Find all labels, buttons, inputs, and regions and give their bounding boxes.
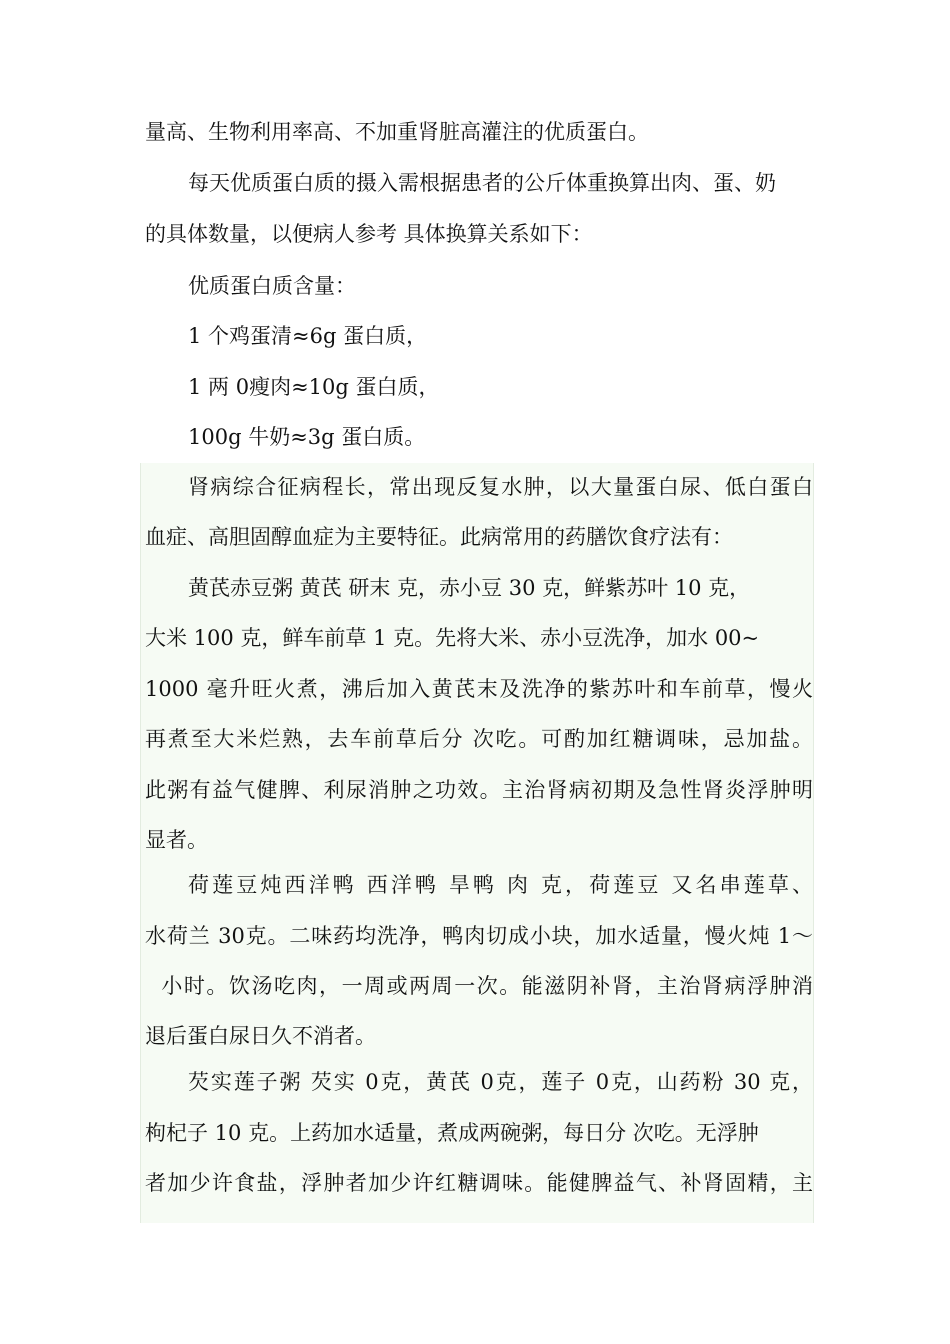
link-edema[interactable]: 水肿	[501, 475, 546, 502]
link-euryale-lotus[interactable]: 芡实莲子	[188, 1070, 279, 1097]
link-yam[interactable]: 山药	[657, 1070, 703, 1097]
recipe-1-line-3: 1000 毫升旺火煮，沸后加入黄芪末及洗净的紫苏叶和车前草，慢火	[145, 677, 813, 701]
recipe-3-line-2: 枸杞子 10 克。上药加水适量，煮成两碗粥，每日分 次吃。无浮肿	[145, 1118, 813, 1148]
link-plantain[interactable]: 车前草	[303, 626, 366, 653]
protein-milk-line: 100g 牛奶≈3g 蛋白质。	[188, 425, 426, 449]
section-intro-line-1: 肾病综合征病程长，常出现反复水肿，以大量蛋白尿、低白蛋白	[188, 472, 813, 502]
link-nephrotic-syndrome[interactable]: 肾病综合征	[188, 475, 300, 502]
link-nourish-yin[interactable]: 滋阴	[544, 974, 589, 1001]
recipe-1-line-1: 黄芪赤豆粥 黄芪 研末 克，赤小豆 30 克，鲜紫苏叶 10 克，	[188, 573, 813, 603]
link-consolidate-essence[interactable]: 固精	[725, 1171, 770, 1198]
recipe-1-line-5: 此粥有益气健脾、利尿消肿之功效。主治肾病初期及急性肾炎浮肿明	[145, 775, 813, 805]
intro-line-2: 每天优质蛋白质的摄入需根据患者的公斤体重换算出肉、蛋、奶	[188, 171, 776, 195]
link-perilla-leaf[interactable]: 紫苏叶	[605, 576, 668, 603]
link-swelling[interactable]: 浮肿	[747, 778, 792, 805]
recipe-2-line-1: 荷莲豆炖西洋鸭 西洋鸭 旱鸭 肉 克，荷莲豆 又名串莲草、	[188, 873, 813, 897]
recipe-1-line-6: 显者。	[145, 828, 208, 852]
section-intro-line-2: 血症、高胆固醇血症为主要特征。此病常用的药膳饮食疗法有：	[145, 522, 813, 552]
recipe-2-line-4: 退后蛋白尿日久不消者。	[145, 1024, 376, 1048]
recipe-2-line-2: 水荷兰 30克。二味药均洗净，鸭肉切成小块，加水适量，慢火炖 1～	[145, 924, 813, 948]
link-adzuki-bean[interactable]: 赤小豆	[439, 576, 502, 603]
intro-line-3: 的具体数量，以便病人参考 具体换算关系如下：	[145, 222, 593, 246]
link-goji[interactable]: 枸杞子	[145, 1121, 208, 1148]
protein-meat-line: 1 两 0瘦肉≈10g 蛋白质，	[188, 375, 440, 399]
recipe-3-line-1: 芡实莲子粥 芡实 0克，黄芪 0克，莲子 0克，山药粉 30 克，	[188, 1067, 813, 1097]
link-cholesterol[interactable]: 胆固醇	[229, 525, 292, 552]
protein-egg-line: 1 个鸡蛋清≈6g 蛋白质，	[188, 324, 428, 348]
intro-line-1: 量高、生物利用率高、不加重肾脏高灌注的优质蛋白。	[145, 120, 649, 144]
link-astragalus[interactable]: 黄芪	[188, 576, 230, 603]
protein-heading: 优质蛋白质含量：	[188, 274, 356, 298]
link-kidney-disease[interactable]: 肾病	[547, 778, 592, 805]
recipe-2-line-3: 小时。饮汤吃肉，一周或两周一次。能滋阴补肾，主治肾病浮肿消	[145, 971, 813, 1001]
link-albumin[interactable]: 白蛋白	[747, 475, 813, 502]
link-one-week[interactable]: 一周	[342, 974, 387, 1001]
recipe-1-line-4: 再煮至大米烂熟，去车前草后分 次吃。可酌加红糖调味，忌加盐。	[145, 727, 813, 751]
recipe-3-line-3: 者加少许食盐，浮肿者加少许红糖调味。能健脾益气、补肾固精，主	[145, 1168, 813, 1198]
link-qi-spleen[interactable]: 益气健脾	[212, 778, 301, 805]
recipe-1-line-2: 大米 100 克，鲜车前草 1 克。先将大米、赤小豆洗净，加水 00~	[145, 623, 813, 653]
